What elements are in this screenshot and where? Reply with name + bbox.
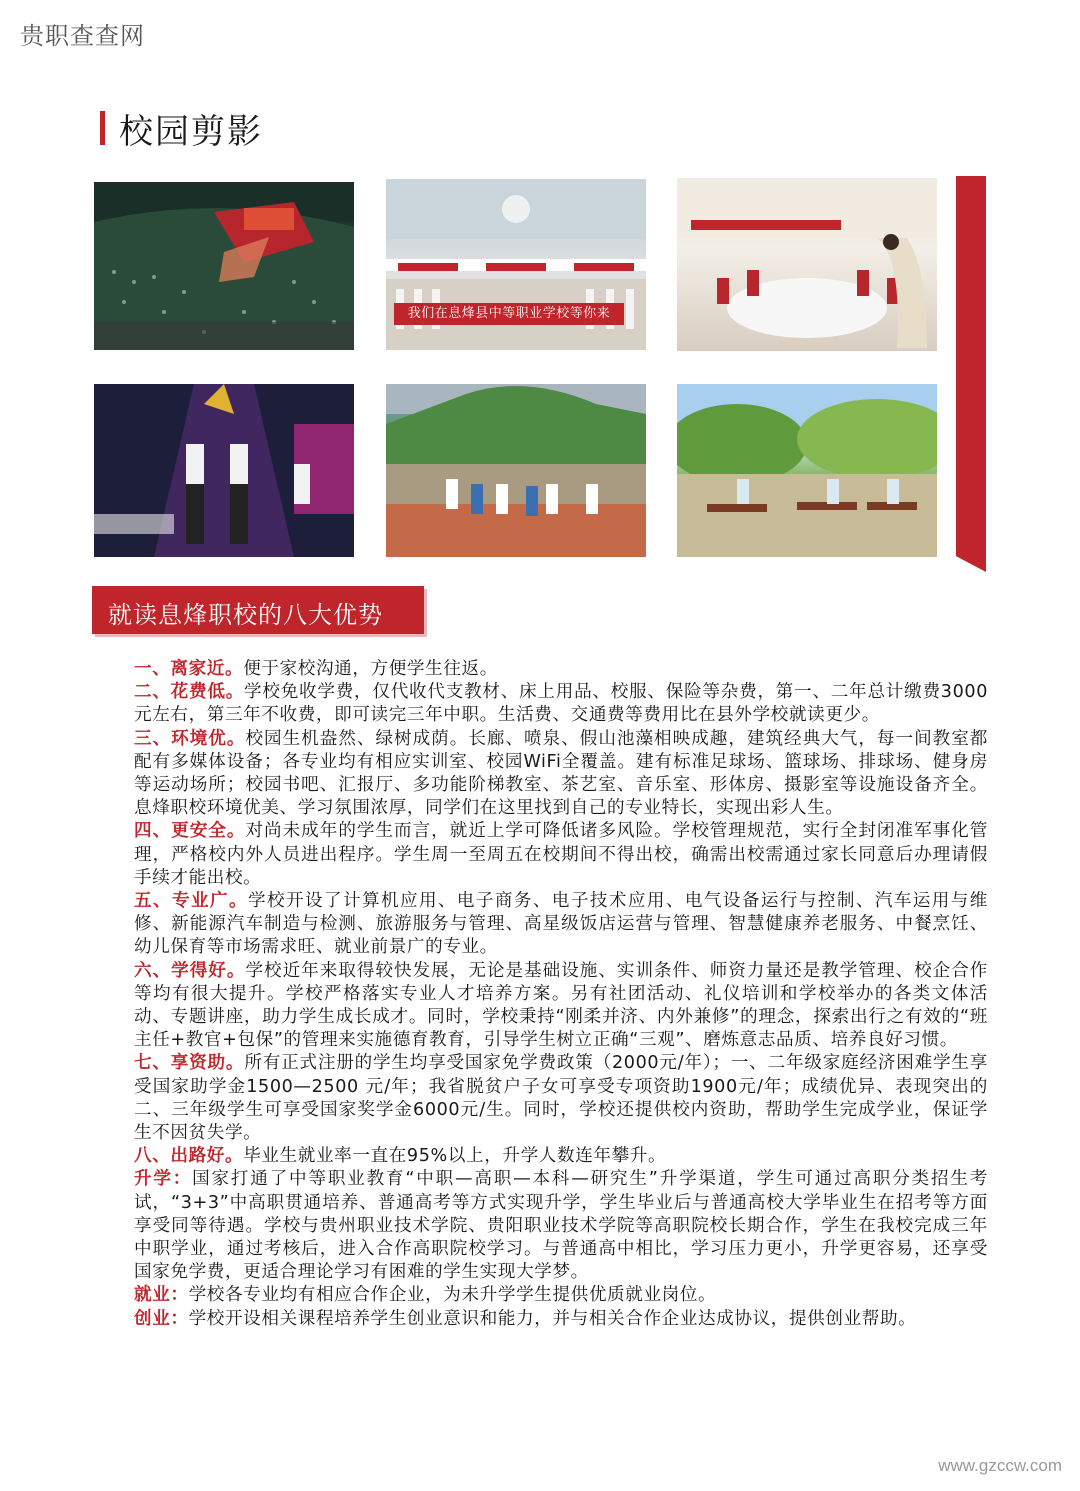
advantage-item: 七、享资助。所有正式注册的学生均享受国家免学费政策（2000元/年）；一、二年级家庭经济困难学生享受国家助学金1500—2500 元/年；我省脱贫户子女可享受专项资助1900元/年；成绩优异、表现突出的二、三年级学生可享受国家奖学金6000元/生。同时，学校还提供校内资助，帮助学生完成学业，保证学生不因贫失学。: [134, 1053, 988, 1144]
photo-banner-text: 我们在息烽县中等职业学校等你来: [394, 303, 624, 325]
site-watermark: 贵职查查网: [20, 22, 145, 50]
section-title-text: 校园剪影: [119, 111, 263, 152]
advantage-item: 一、离家近。便于家校沟通，方便学生往返。: [134, 659, 498, 679]
advantages-heading: 就读息烽职校的八大优势: [108, 601, 383, 629]
site-url-watermark: www.gzccw.com: [938, 1456, 1062, 1475]
outcome-text: 学校各专业均有相应合作企业，为未升学学生提供优质就业岗位。: [188, 1285, 717, 1306]
advantage-label: 一、离家近: [134, 659, 225, 679]
photo-chef-stage: [94, 384, 354, 557]
photo-outdoor-tea: [677, 384, 937, 557]
outcome-item: 就业：学校各专业均有相应合作企业，为未升学学生提供优质就业岗位。: [134, 1285, 717, 1306]
advantage-text: 学校近年来取得较快发展，无论是基础设施、实训条件、师资力量还是教学管理、校企合作等均有很大提升。学校严格落实专业人才培养方案。另有社团活动、礼仪培训和学校举办的各类文体活动、专题讲座，助力学生成长成才。同时，学校秉持“刚柔并济、内外兼修”的理念，探索出行之有效的“班主任+教官+包保”的管理来实施德育教育，引导学生树立正确“三观”、磨炼意志品质、培养良好习惯。: [134, 960, 988, 1051]
advantage-text: 校园生机盎然、绿树成荫。长廊、喷泉、假山池藻相映成趣，建筑经典大气，每一间教室都配有多媒体设备；各专业均有相应实训室、校园WiFi全覆盖。建有标准足球场、篮球场、排球场、健身房等运动场所；校园书吧、汇报厅、多功能阶梯教室、茶艺室、音乐室、形体房、摄影室等设施设备齐全。息烽职校环境优美、学习氛围浓厚，同学们在这里找到自己的专业特长，实现出彩人生。: [134, 728, 988, 819]
advantage-text: 学校开设了计算机应用、电子商务、电子技术应用、电气设备运行与控制、汽车运用与维修、新能源汽车制造与检测、旅游服务与管理、高星级饭店运营与管理、智慧健康养老服务、中餐烹饪、幼儿保育等市场需求旺、就业前景广的专业。: [134, 891, 988, 958]
advantage-item: 三、环境优。校园生机盎然、绿树成荫。长廊、喷泉、假山池藻相映成趣，建筑经典大气，每一间教室都配有多媒体设备；各专业均有相应实训室、校园WiFi全覆盖。建有标准足球场、篮球场、排球场、健身房等运动场所；校园书吧、汇报厅、多功能阶梯教室、茶艺室、音乐室、形体房、摄影室等设施设备齐全。息烽职校环境优美、学习氛围浓厚，同学们在这里找到自己的专业特长，实现出彩人生。: [134, 728, 988, 819]
outcome-label: 升学: [134, 1169, 173, 1190]
photo-campus-performance: [94, 182, 354, 350]
advantage-label: 六、学得好: [134, 960, 227, 981]
advantage-item: 六、学得好。学校近年来取得较快发展，无论是基础设施、实训条件、师资力量还是教学管理、校企合作等均有很大提升。学校严格落实专业人才培养方案。另有社团活动、礼仪培训和学校举办的各类文体活动、专题讲座，助力学生成长成才。同时，学校秉持“刚柔并济、内外兼修”的理念，探索出行之有效的“班主任+教官+包保”的管理来实施德育教育，引导学生树立正确“三观”、磨炼意志品质、培养良好习惯。: [134, 960, 988, 1051]
outcome-text: 学校开设相关课程培养学生创业意识和能力，并与相关合作企业达成协议，提供创业帮助。: [188, 1308, 917, 1329]
advantage-label: 八、出路好: [134, 1146, 225, 1167]
advantage-item: 四、更安全。对尚未成年的学生而言，就近上学可降低诸多风险。学校管理规范，实行全封闭准军事化管理，严格校内外人员进出程序。学生周一至周五在校期间不得出校，确需出校需通过家长同意后办理请假手续才能出校。: [134, 821, 988, 888]
outcome-label: 创业: [134, 1308, 171, 1329]
advantage-item: 五、专业广。学校开设了计算机应用、电子商务、电子技术应用、电气设备运行与控制、汽车运用与维修、新能源汽车制造与检测、旅游服务与管理、高星级饭店运营与管理、智慧健康养老服务、中餐烹饪、幼儿保育等市场需求旺、就业前景广的专业。: [134, 891, 988, 958]
outcome-item: 升学：国家打通了中等职业教育“中职—高职—本科—研究生”升学渠道，学生可通过高职分类招生考试，“3+3”中高职贯通培养、普通高考等方式实现升学，学生毕业后与普通高校大学毕业生在招考等方面享受同等待遇。学校与贵州职业技术学院、贵阳职业技术学院等高职院校长期合作，学生在我校完成三年中职学业，通过考核后，进入合作高职院校学习。与普通高中相比，学习压力更小，升学更容易，还享受国家免学费，更适合理论学习有困难的学生实现大学梦。: [134, 1169, 988, 1283]
title-accent-bar: [100, 111, 105, 145]
photo-school-entrance: [386, 179, 646, 350]
outcome-label: 就业: [134, 1285, 171, 1306]
outcome-text: 国家打通了中等职业教育“中职—高职—本科—研究生”升学渠道，学生可通过高职分类招生考试，“3+3”中高职贯通培养、普通高考等方式实现升学，学生毕业后与普通高校大学毕业生在招考等方面享受同等待遇。学校与贵州职业技术学院、贵阳职业技术学院等高职院校长期合作，学生在我校完成三年中职学业，通过考核后，进入合作高职院校学习。与普通高中相比，学习压力更小，升学更容易，还享受国家免学费，更适合理论学习有困难的学生实现大学梦。: [134, 1169, 988, 1283]
advantages-list: [92, 658, 988, 1331]
advantage-text: 对尚未成年的学生而言，就近上学可降低诸多风险。学校管理规范，实行全封闭准军事化管理，严格校内外人员进出程序。学生周一至周五在校期间不得出校，确需出校需通过家长同意后办理请假手续才能出校。: [134, 821, 988, 888]
outcome-item: 创业：学校开设相关课程培养学生创业意识和能力，并与相关合作企业达成协议，提供创业帮助。: [134, 1308, 917, 1329]
photo-basketball-game: [386, 384, 646, 557]
advantage-label: 五、专业广: [134, 891, 229, 912]
advantage-label: 三、环境优: [134, 728, 227, 749]
advantage-text: 毕业生就业率一直在95%以上，升学人数连年攀升。: [243, 1146, 667, 1167]
advantage-text: 便于家校沟通，方便学生往返。: [243, 659, 498, 679]
advantage-label: 七、享资助: [134, 1053, 226, 1074]
advantages-heading-banner: [92, 586, 424, 634]
advantage-label: 四、更安全: [134, 821, 227, 842]
advantage-item: 二、花费低。学校免收学费，仅代收代支教材、床上用品、校服、保险等杂费，第一、二年总计缴费3000元左右，第三年不收费，即可读完三年中职。生活费、交通费等费用比在县外学校就读更少。: [134, 682, 988, 726]
advantage-item: 八、出路好。毕业生就业率一直在95%以上，升学人数连年攀升。: [134, 1146, 667, 1167]
advantage-text: 所有正式注册的学生均享受国家免学费政策（2000元/年）；一、二年级家庭经济困难学生享受国家助学金1500—2500 元/年；我省脱贫户子女可享受专项资助1900元/年；成绩优异、表现突出的二、三年级学生可享受国家奖学金6000元/生。同时，学校还提供校内资助，帮助学生完成学业，保证学生不因贫失学。: [134, 1053, 988, 1144]
advantage-label: 二、花费低: [134, 682, 226, 703]
photo-banquet-hall: [677, 178, 937, 351]
advantage-text: 学校免收学费，仅代收代支教材、床上用品、校服、保险等杂费，第一、二年总计缴费3000元左右，第三年不收费，即可读完三年中职。生活费、交通费等费用比在县外学校就读更少。: [134, 682, 988, 726]
section-title: [100, 108, 263, 152]
red-side-accent: [956, 176, 986, 572]
